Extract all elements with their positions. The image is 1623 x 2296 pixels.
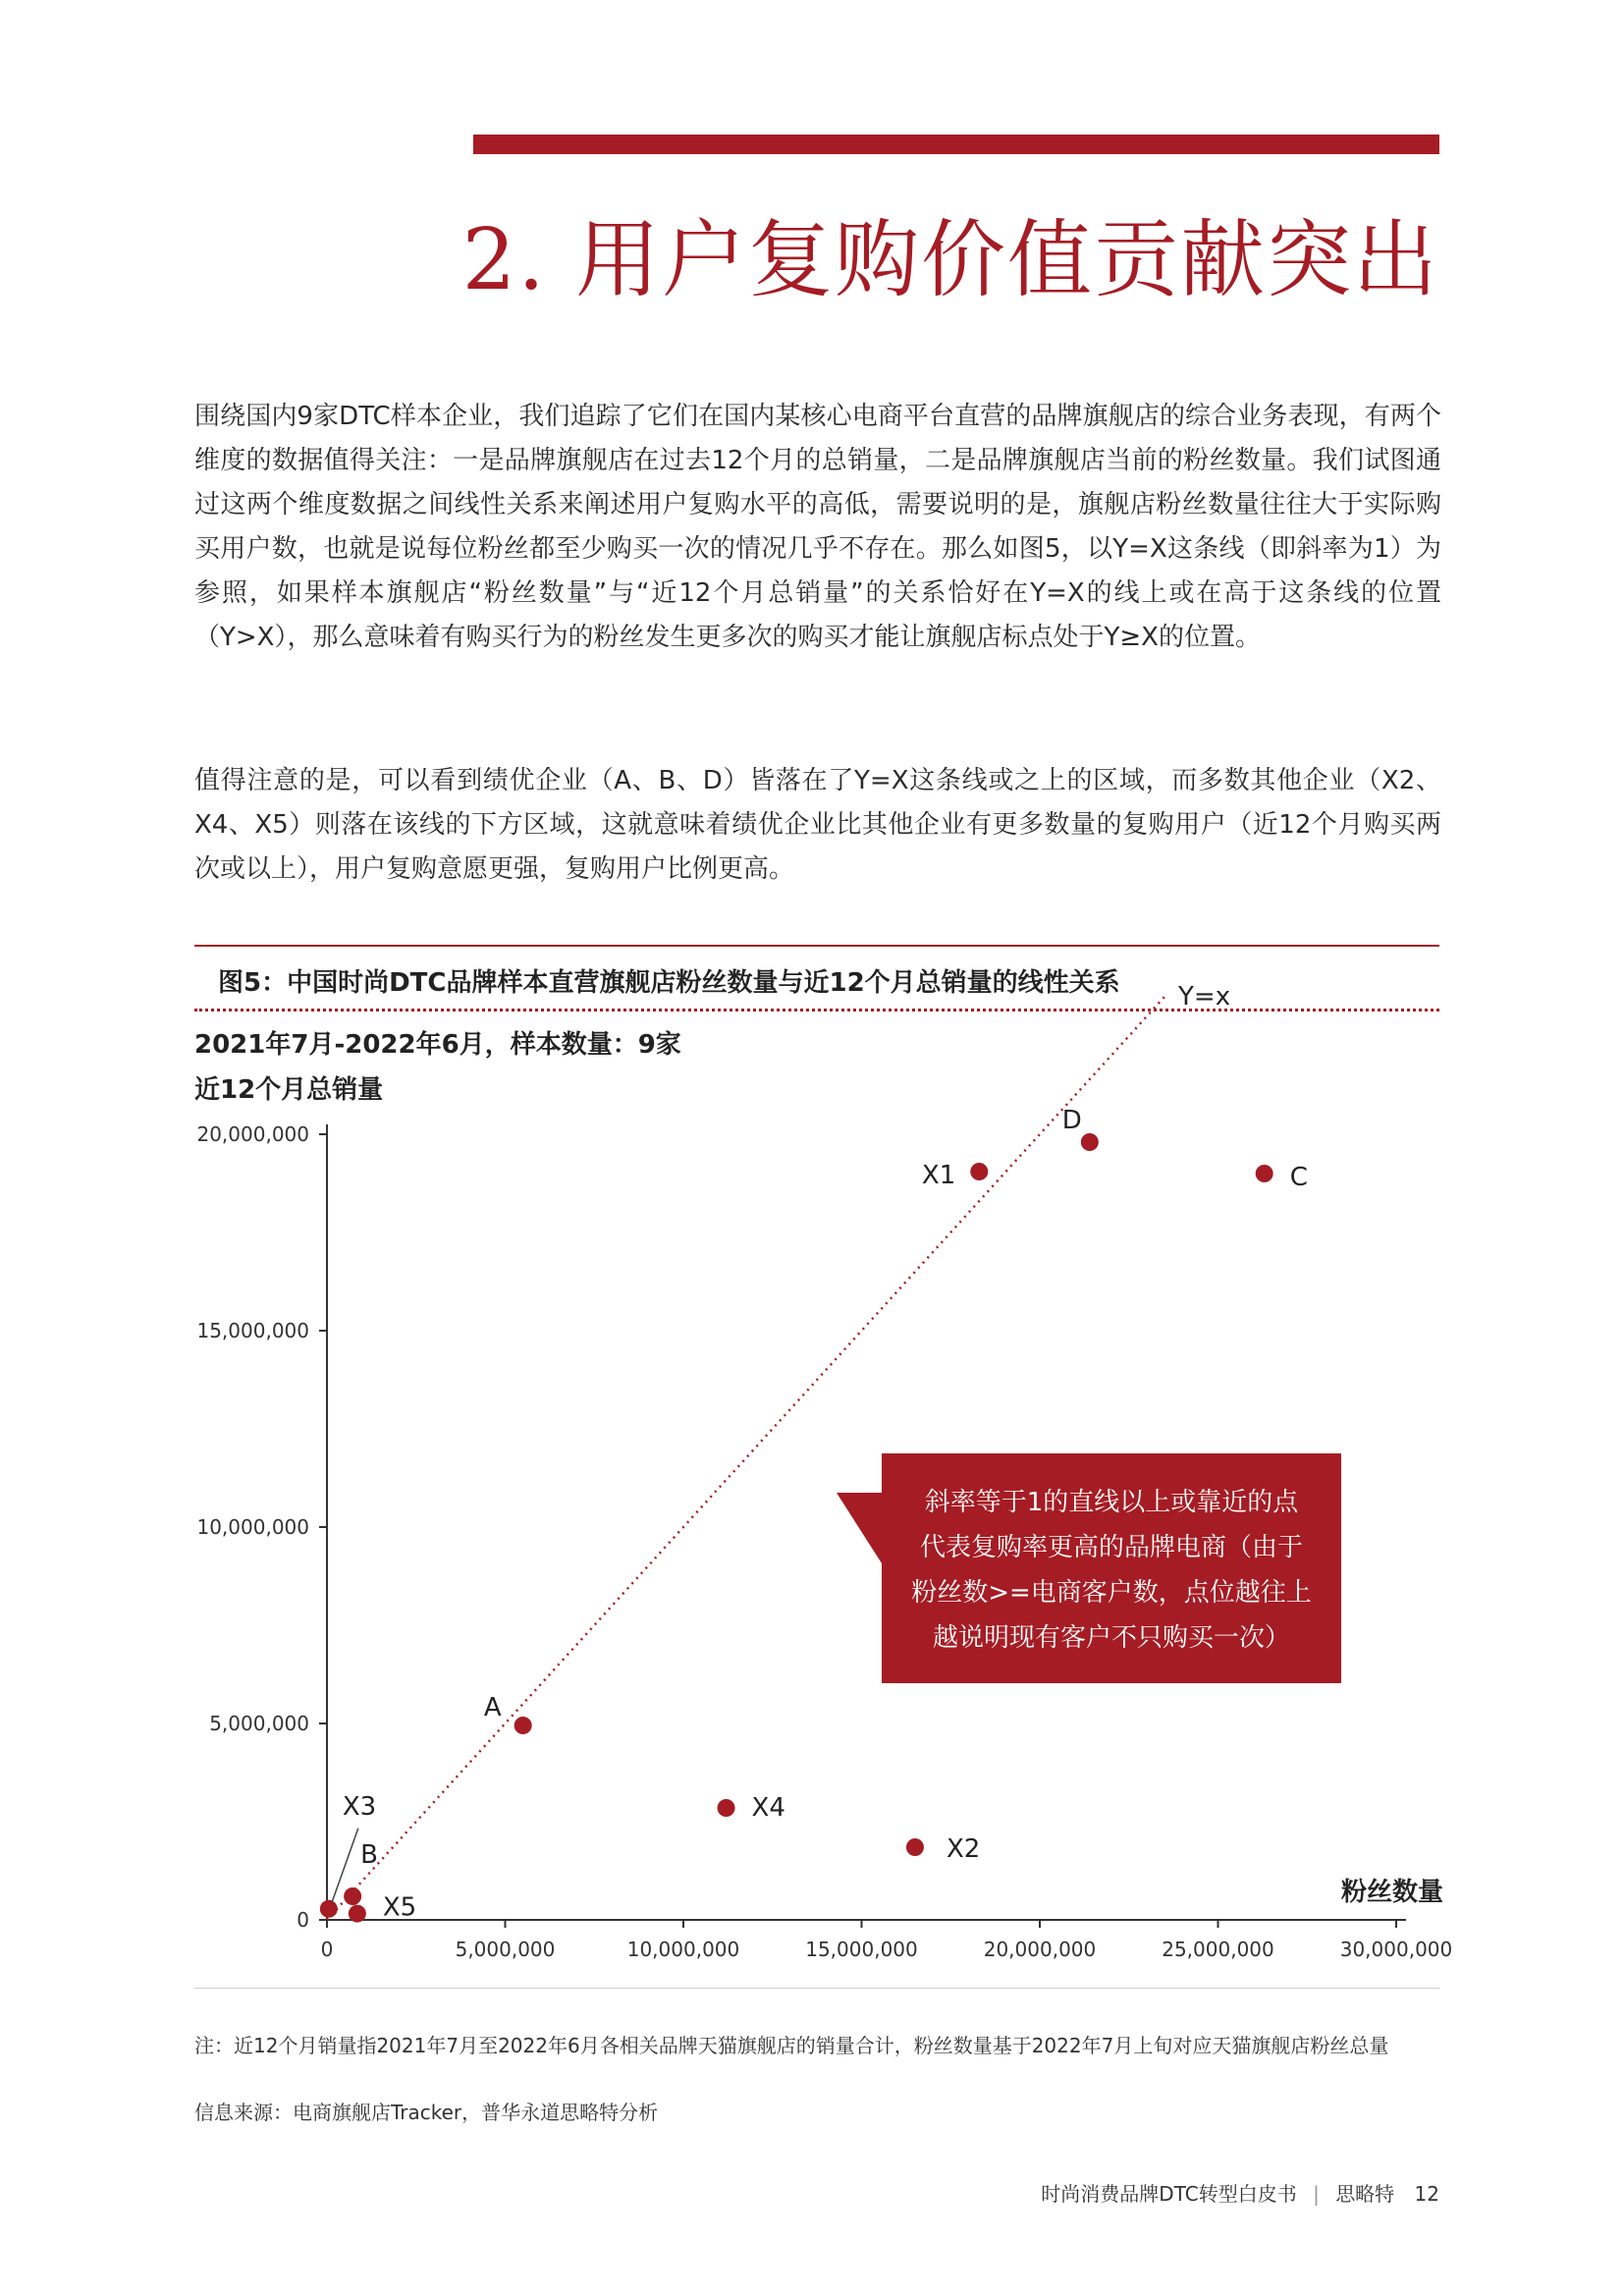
footer-doc-title: 时尚消费品牌DTC转型白皮书 [1041,2182,1297,2206]
data-label-b: B [360,1840,378,1870]
x-tick-label: 15,000,000 [805,1938,918,1961]
body-paragraph-1: 围绕国内9家DTC样本企业，我们追踪了它们在国内某核心电商平台直营的品牌旗舰店的综合业务表现，有两个维度的数据值得关注：一是品牌旗舰店在过去12个月的总销量，二是品牌旗舰店当前的粉丝数量。我们试图通过这两个维度数据之间线性关系来阐述用户复购水平的高低，需要说明的是，旗舰店粉丝数量往往大于实际购买用户数，也就是说每位粉丝都至少购买一次的情况几乎不存在。那么如图5，以Y=X这条线（即斜率为1）为参照，如果样本旗舰店“粉丝数量”与“近12个月总销量”的关系恰好在Y=X的线上或在高于这条线的位置（Y>X），那么意味着有购买行为的粉丝发生更多次的购买才能让旗舰店标点处于Y≥X的位置。 [194,402,1441,652]
section-title: 2. 用户复购价值贡献突出 [461,211,1439,309]
page-number: 12 [1414,2182,1439,2206]
notes-rule [194,1988,1439,1989]
data-label-d: D [1061,1106,1082,1135]
data-label-x1: X1 [921,1161,956,1190]
y-tick-label: 20,000,000 [196,1122,309,1146]
data-label-x3: X3 [342,1791,377,1822]
data-point-x3 [320,1900,338,1918]
data-label-x4: X4 [751,1793,785,1823]
figure-subtitle: 2021年7月-2022年6月，样本数量：9家 [194,1030,681,1060]
x-tick-label: 10,000,000 [626,1938,740,1961]
data-point-x2 [906,1838,924,1856]
callout-text-line: 越说明现有客户不只购买一次） [932,1623,1291,1653]
data-label-x2: X2 [946,1834,981,1864]
callout-text-line: 斜率等于1的直线以上或靠近的点 [924,1488,1299,1517]
data-point-x1 [970,1163,988,1180]
data-point-b [344,1887,361,1905]
y-tick-label: 15,000,000 [196,1319,309,1342]
data-label-a: A [483,1693,502,1722]
callout-text-line: 代表复购率更高的品牌电商（由于 [919,1533,1304,1562]
body-paragraph-2: 值得注意的是，可以看到绩优企业（A、B、D）皆落在了Y=X这条线或之上的区域，而多数其他企业（X2、X4、X5）则落在该线的下方区域，这就意味着绩优企业比其他企业有更多数量的复购用户（近12个月购买两次或以上），用户复购意愿更强，复购用户比例更高。 [194,766,1441,884]
x-tick-label: 20,000,000 [983,1938,1097,1961]
x-axis-label: 粉丝数量 [1340,1878,1443,1907]
x-tick-label: 5,000,000 [455,1938,556,1961]
x-tick-label: 25,000,000 [1162,1938,1274,1961]
data-label-x5: X5 [382,1892,417,1923]
data-point-a [514,1717,532,1734]
data-point-c [1256,1165,1273,1182]
data-label-c: C [1289,1163,1308,1192]
y-tick-label: 0 [297,1908,309,1932]
x-tick-label: 30,000,000 [1339,1938,1453,1961]
y-tick-label: 10,000,000 [196,1515,309,1539]
chart-source: 信息来源：电商旗舰店Tracker，普华永道思略特分析 [194,2101,659,2124]
figure-title: 图5：中国时尚DTC品牌样本直营旗舰店粉丝数量与近12个月总销量的线性关系 [218,968,1120,998]
page-footer [1041,2178,1439,2207]
y-tick-label: 5,000,000 [209,1712,309,1735]
data-point-x5 [349,1905,366,1923]
reference-line-label: Y=x [1178,982,1231,1011]
footer-brand: 思略特 [1335,2182,1395,2206]
data-point-d [1081,1133,1099,1151]
callout-text-line: 粉丝数>=电商客户数，点位越往上 [911,1578,1312,1608]
x-tick-label: 0 [320,1938,334,1961]
data-point-x4 [718,1799,735,1817]
y-axis-label: 近12个月总销量 [194,1075,384,1105]
chart-note: 注：近12个月销量指2021年7月至2022年6月各相关品牌天猫旗舰店的销量合计，粉丝数量基于2022年7月上旬对应天猫旗舰店粉丝总量 [194,2034,1389,2057]
callout-pointer [837,1493,882,1563]
footer-separator: | [1313,2182,1320,2206]
